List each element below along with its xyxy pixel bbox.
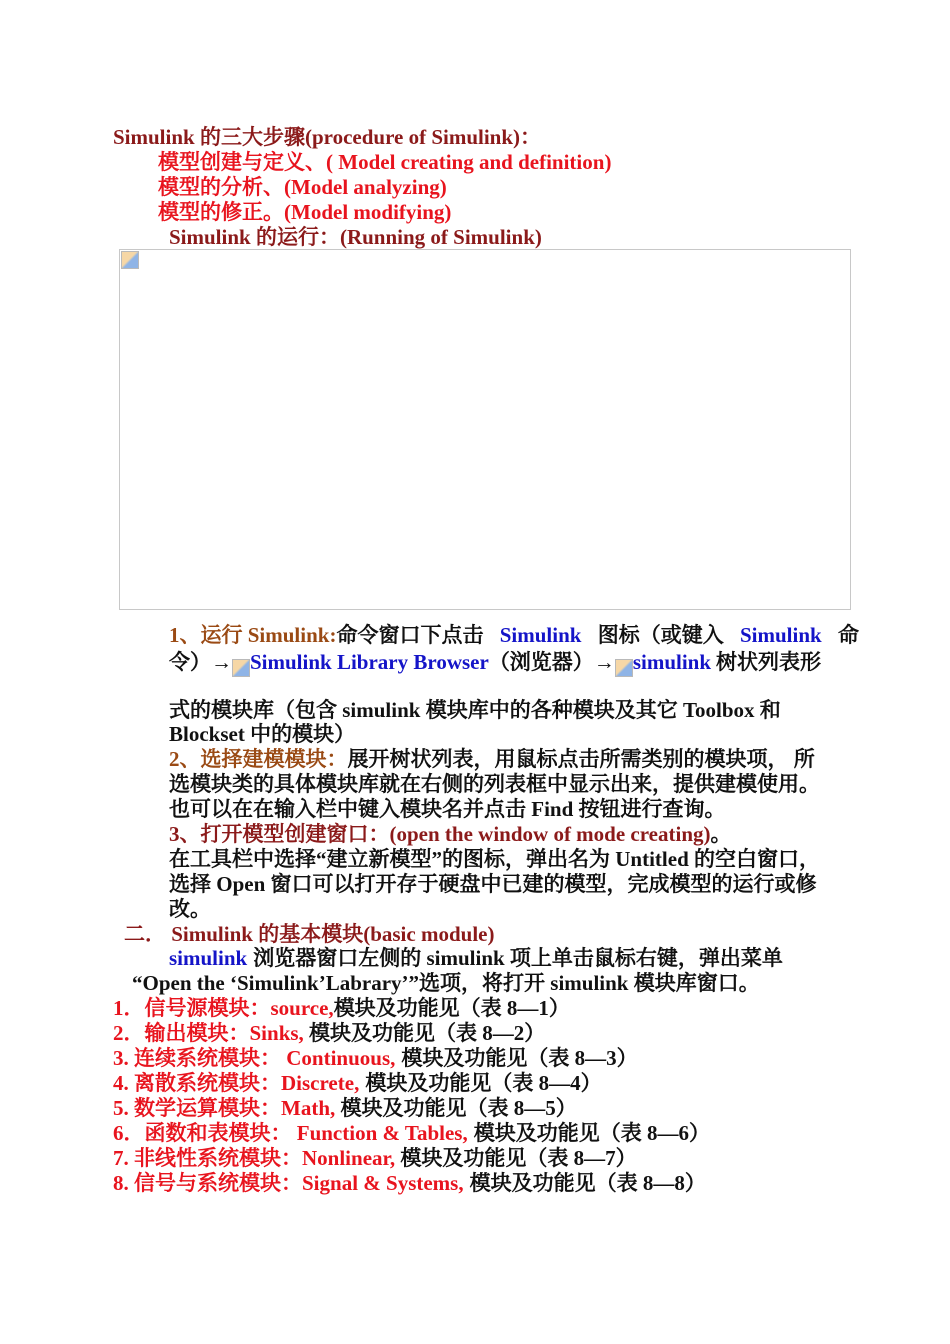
- basic-text-1: 浏览器窗口左侧的 simulink 项上单击鼠标右键，弹出菜单: [253, 946, 783, 970]
- section1-line2: [169, 650, 821, 677]
- module-label: 5. 数学运算模块：Math,: [113, 1096, 336, 1120]
- section3-line2: 在工具栏中选择“建立新模型”的图标，弹出名为 Untitled 的空白窗口，: [169, 847, 820, 871]
- module-desc: 模块及功能见（表 8—1）: [333, 996, 570, 1020]
- module-label: 6．函数和表模块： Function & Tables,: [113, 1121, 468, 1145]
- module-label: 4. 离散系统模块：Discrete,: [113, 1071, 360, 1095]
- basic-line1: [169, 946, 783, 971]
- basic-simulink: simulink: [169, 946, 248, 970]
- section1-line1: [169, 623, 859, 648]
- library-browser-link: Simulink Library Browser: [250, 650, 489, 674]
- section3-end: 。: [710, 822, 732, 846]
- section1-line3: 式的模块库（包含 simulink 模块库中的各种模块及其它 Toolbox 和: [169, 698, 781, 722]
- module-desc: 模块及功能见（表 8—5）: [335, 1096, 577, 1120]
- module-item: [113, 1171, 706, 1196]
- section3-line4: 改。: [169, 897, 211, 921]
- procedure-heading: Simulink 的三大步骤(procedure of Simulink)：: [113, 125, 542, 149]
- module-item: [113, 996, 570, 1021]
- module-item: [113, 1096, 577, 1121]
- section1-simulink-2: Simulink: [739, 623, 822, 647]
- basic-line2: “Open the ‘Simulink’Labrary’”选项，将打开 simulink 模块库窗口。: [132, 971, 760, 995]
- module-label: 2．输出模块：Sinks,: [113, 1021, 304, 1045]
- section2-line1: [169, 747, 815, 772]
- basic-module-heading: 二． Simulink 的基本模块(basic module): [124, 922, 495, 946]
- section1-text-4: 令）→: [169, 650, 232, 674]
- procedure-step-2: 模型的分析、(Model analyzing): [158, 175, 447, 199]
- module-label: 3. 连续系统模块： Continuous,: [113, 1046, 396, 1070]
- section1-line4: Blockset 中的模块）: [169, 722, 356, 746]
- section1-label: 1、运行 Simulink:: [169, 623, 337, 647]
- section1-text-1: 命令窗口下点击: [336, 623, 484, 647]
- module-item: [113, 1046, 638, 1071]
- section1-text-2: 图标（或键入: [597, 623, 724, 647]
- section1-text-6: 树状列表形: [716, 650, 822, 674]
- module-item: [113, 1071, 602, 1096]
- module-desc: 模块及功能见（表 8—3）: [401, 1046, 638, 1070]
- module-desc: 模块及功能见（表 8—8）: [469, 1171, 706, 1195]
- module-item: [113, 1021, 545, 1046]
- module-label: 7. 非线性系统模块：Nonlinear,: [113, 1146, 396, 1170]
- section1-text-3: 命: [837, 623, 859, 647]
- section2-line3: 也可以在在输入栏中键入模块名并点击 Find 按钮进行查询。: [169, 797, 726, 821]
- section3-line1: [169, 822, 732, 847]
- module-desc: 模块及功能见（表 8—6）: [473, 1121, 710, 1145]
- module-label: 1．信号源模块：source,: [113, 996, 334, 1020]
- simulink-screenshot-placeholder: [119, 249, 851, 610]
- procedure-step-3: 模型的修正。(Model modifying): [158, 200, 452, 224]
- broken-image-icon: [615, 659, 633, 677]
- procedure-step-1: 模型创建与定义、( Model creating and definition): [158, 150, 612, 174]
- section1-text-5: （浏览器）→: [488, 650, 615, 674]
- section1-simulink-1: Simulink: [499, 623, 582, 647]
- section1-simulink-3: simulink: [632, 650, 712, 674]
- module-desc: 模块及功能见（表 8—4）: [365, 1071, 602, 1095]
- section2-text-1: 展开树状列表，用鼠标点击所需类别的模块项， 所: [347, 747, 815, 771]
- section2-line2: 选模块类的具体模块库就在右侧的列表框中显示出来，提供建模使用。: [169, 772, 820, 796]
- section3-line3: 选择 Open 窗口可以打开存于硬盘中已建的模型，完成模型的运行或修: [169, 872, 817, 896]
- section2-label: 2、选择建模模块：: [169, 747, 348, 771]
- running-heading: Simulink 的运行：(Running of Simulink): [169, 225, 542, 249]
- broken-image-icon: [232, 659, 250, 677]
- module-desc: 模块及功能见（表 8—2）: [303, 1021, 546, 1045]
- section3-label: 3、打开模型创建窗口：(open the window of mode creating): [169, 822, 711, 846]
- module-label: 8. 信号与系统模块：Signal & Systems,: [113, 1171, 464, 1195]
- broken-image-icon: [121, 251, 139, 269]
- module-item: [113, 1146, 637, 1171]
- module-item: [113, 1121, 710, 1146]
- module-desc: 模块及功能见（表 8—7）: [395, 1146, 637, 1170]
